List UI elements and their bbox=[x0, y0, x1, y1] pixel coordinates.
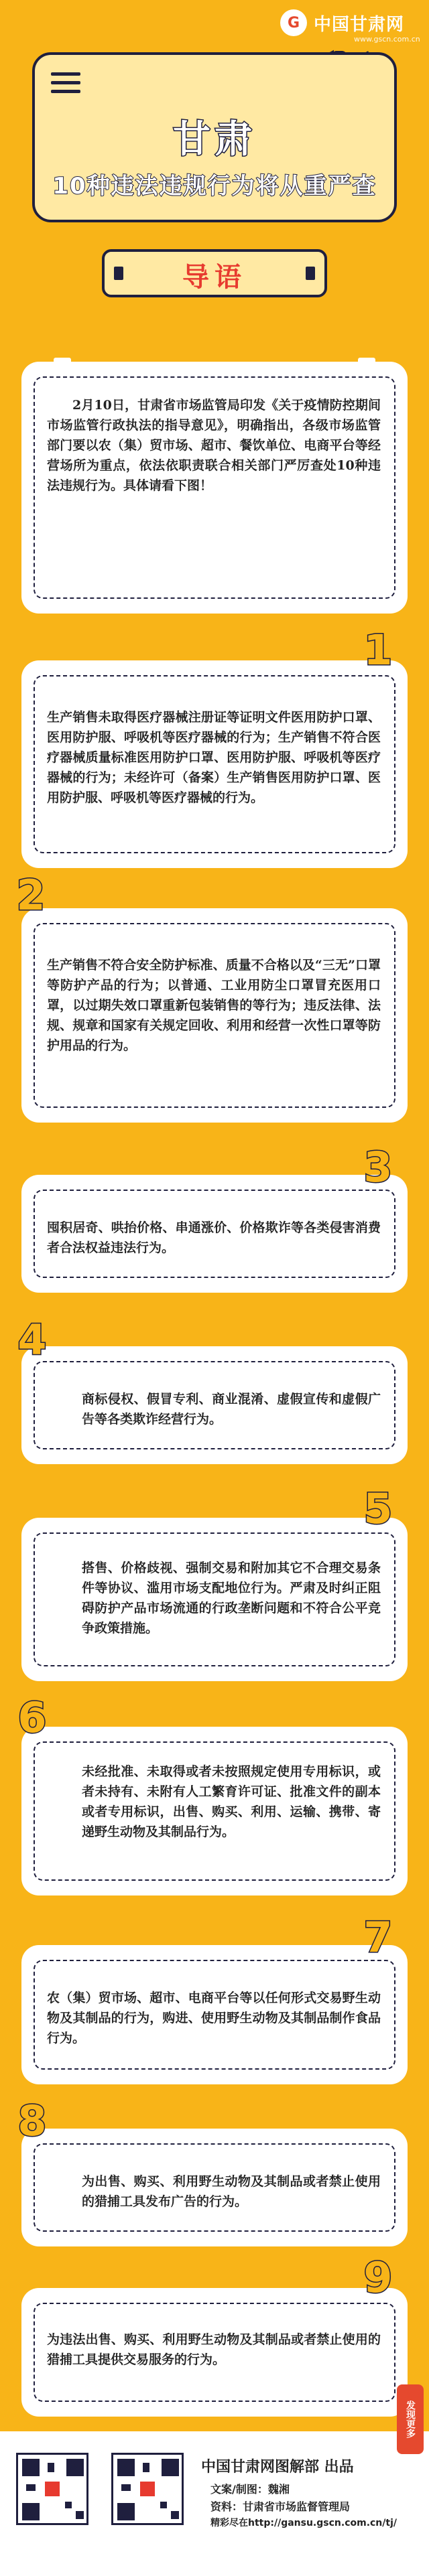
footer-more-link[interactable]: 精彩尽在http://gansu.gscn.com.cn/tj/ bbox=[210, 2518, 397, 2528]
footer-title: 中国甘肃网图解部 出品 bbox=[201, 2459, 354, 2476]
item-number: 4 bbox=[17, 1315, 47, 1364]
item-text: 为出售、购买、利用野生动物及其制品或者禁止使用的猎捕工具发布广告的行为。 bbox=[82, 2174, 381, 2209]
item-number: 1 bbox=[363, 626, 393, 674]
page-subtitle: 10种违法违规行为将从重严查 bbox=[52, 173, 377, 200]
intro-text: 2月10日，甘肃省市场监管局印发《关于疫情防控期间市场监管行政执法的指导意见》，明确指出，各级市场监管部门要以农（集）贸市场、超市、餐饮单位、电商平台等经营场所为重点，依法依职责联合相关部门严厉查处10种违法违规行为。具体请看下图！ bbox=[47, 398, 381, 493]
item-card bbox=[21, 1346, 408, 1464]
logo-url: www.gscn.com.cn bbox=[354, 35, 420, 44]
discover-more-stamp[interactable]: 发现更多 bbox=[397, 2384, 424, 2454]
footer-source: 资料：甘肃省市场监督管理局 bbox=[210, 2500, 351, 2513]
item-text: 囤积居奇、哄抬价格、串通涨价、价格欺诈等各类侵害消费者合法权益违法行为。 bbox=[47, 1220, 381, 1255]
item-card bbox=[21, 660, 408, 868]
item-number: 8 bbox=[17, 2096, 47, 2145]
item-card bbox=[21, 1727, 408, 1895]
item-text: 生产销售不符合安全防护标准、质量不合格以及“三无”口罩等防护产品的行为；以普通、工业用防尘口罩冒充医用口罩，以过期失效口罩重新包装销售的等行为；违反法律、法规、规章和国家有关规定回收、利用和经营一次性口罩等防护用品的行为。 bbox=[47, 958, 381, 1053]
logo-icon: G bbox=[280, 9, 307, 36]
item-number: 6 bbox=[17, 1693, 47, 1742]
guide-label-box bbox=[102, 249, 327, 297]
item-text: 生产销售未取得医疗器械注册证等证明文件医用防护口罩、医用防护服、呼吸机等医疗器械的行为；生产销售不符合医疗器械质量标准医用防护口罩、医用防护服、呼吸机等医疗器械的行为；未经许可（备案）生产销售医用防护口罩、医用防护服、呼吸机等医疗器械的行为。 bbox=[47, 710, 381, 805]
item-text: 商标侵权、假冒专利、商业混淆、虚假宣传和虚假广告等各类欺诈经营行为。 bbox=[82, 1392, 381, 1427]
item-text: 农（集）贸市场、超市、电商平台等以任何形式交易野生动物及其制品的行为，购进、使用野生动物及其制品制作食品行为。 bbox=[47, 1991, 381, 2046]
item-text: 搭售、价格歧视、强制交易和附加其它不合理交易条件等协议、滥用市场支配地位行为。严肃及时纠正阻碍防护产品市场流通的行政垄断问题和不符合公平竞争政策措施。 bbox=[82, 1561, 381, 1636]
intro-card bbox=[21, 362, 408, 614]
logo-text: 中国甘肃网 bbox=[314, 14, 405, 35]
footer-editor: 文案/制图：魏湘 bbox=[210, 2483, 290, 2496]
item-card bbox=[21, 1175, 408, 1293]
site-logo[interactable] bbox=[280, 9, 420, 44]
qr-code-icon bbox=[16, 2453, 88, 2525]
title-card bbox=[32, 52, 397, 222]
item-card bbox=[21, 2288, 408, 2417]
item-card bbox=[21, 1518, 408, 1681]
item-number: 7 bbox=[363, 1913, 393, 1962]
item-text: 为违法出售、购买、利用野生动物及其制品或者禁止使用的猎捕工具提供交易服务的行为。 bbox=[47, 2332, 381, 2367]
item-card bbox=[21, 1945, 408, 2084]
item-number: 2 bbox=[16, 871, 46, 920]
page-title: 甘肃 bbox=[173, 118, 256, 161]
menu-icon bbox=[51, 72, 80, 98]
guide-label: 导语 bbox=[182, 262, 247, 293]
item-number: 9 bbox=[363, 2253, 393, 2302]
item-card bbox=[21, 908, 408, 1123]
binder-tab bbox=[54, 358, 71, 366]
binder-tab bbox=[358, 358, 375, 366]
qr-code-icon bbox=[111, 2453, 184, 2525]
item-card bbox=[21, 2129, 408, 2246]
item-text: 未经批准、未取得或者未按照规定使用专用标识，或者未持有、未附有人工繁育许可证、批准文件的副本或者专用标识，出售、购买、利用、运输、携带、寄递野生动物及其制品行为。 bbox=[82, 1764, 381, 1839]
item-number: 3 bbox=[363, 1143, 393, 1192]
item-number: 5 bbox=[363, 1484, 393, 1533]
